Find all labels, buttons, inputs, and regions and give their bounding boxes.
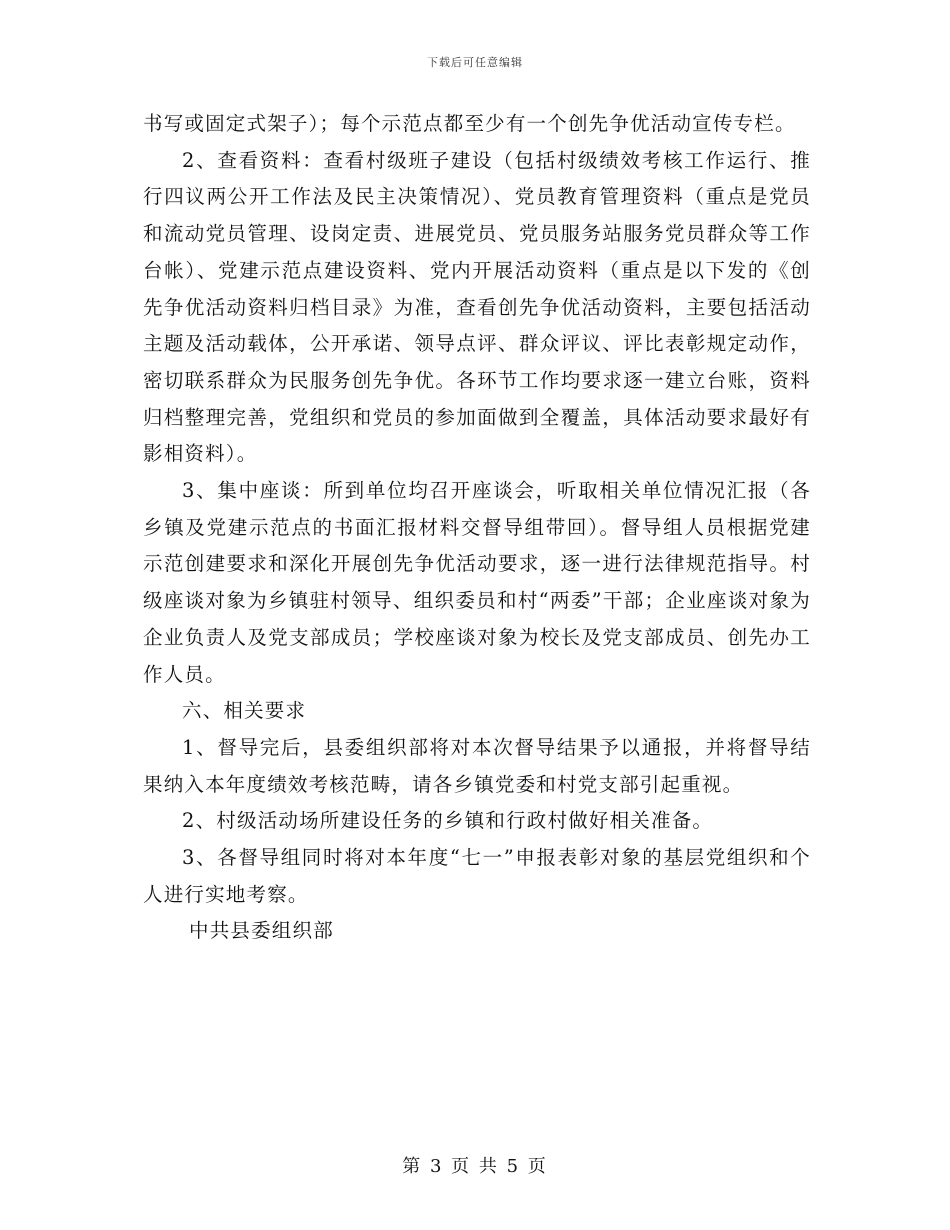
page-number-footer: 第 3 页 共 5 页 [402, 1156, 548, 1177]
paragraph-review-materials: 2、查看资料：查看村级班子建设（包括村级绩效考核工作运行、推行四议两公开工作法及民主决策情况）、党员教育管理资料（重点是党员和流动党员管理、设岗定责、进展党员、党员服务站服务党员群众等工作台帐）、党建示范点建设资料、党内开展活动资料（重点是以下发的《创先争优活动资料归档目录》为准，查看创先争优活动资料，主要包括活动主题及活动载体，公开承诺、领导点评、群众评议、评比表彰规定动作，密切联系群众为民服务创先争优。各环节工作均要求逐一建立台账，资料归档整理完善，党组织和党员的参加面做到全覆盖，具体活动要求最好有影相资料）。 [143, 148, 811, 466]
paragraph-continuation: 书写或固定式架子）；每个示范点都至少有一个创先争优活动宣传专栏。 [143, 112, 796, 135]
paragraph-requirement-1: 1、督导完后，县委组织部将对本次督导结果予以通报，并将督导结果纳入本年度绩效考核范畴，请各乡镇党委和村党支部引起重视。 [143, 735, 811, 796]
paragraph-group-discussion: 3、集中座谈：所到单位均召开座谈会，听取相关单位情况汇报（各乡镇及党建示范点的书面汇报材料交督导组带回）。督导组人员根据党建示范创建要求和深化开展创先争优活动要求，逐一进行法律规范指导。村级座谈对象为乡镇驻村领导、组织委员和村“两委”干部；企业座谈对象为企业负责人及党支部成员；学校座谈对象为校长及党支部成员、创先办工作人员。 [143, 479, 811, 686]
paragraph-requirement-2: 2、村级活动场所建设任务的乡镇和行政村做好相关准备。 [182, 809, 714, 833]
page-header: 下载后可任意编辑 [427, 56, 523, 69]
signature-organization: 中共县委组织部 [189, 919, 334, 943]
document-body [143, 106, 811, 950]
paragraph-requirement-3: 3、各督导组同时将对本年度“七一”申报表彰对象的基层党组织和个人进行实地考察。 [143, 846, 811, 906]
section-heading-requirements: 六、相关要求 [182, 699, 307, 723]
